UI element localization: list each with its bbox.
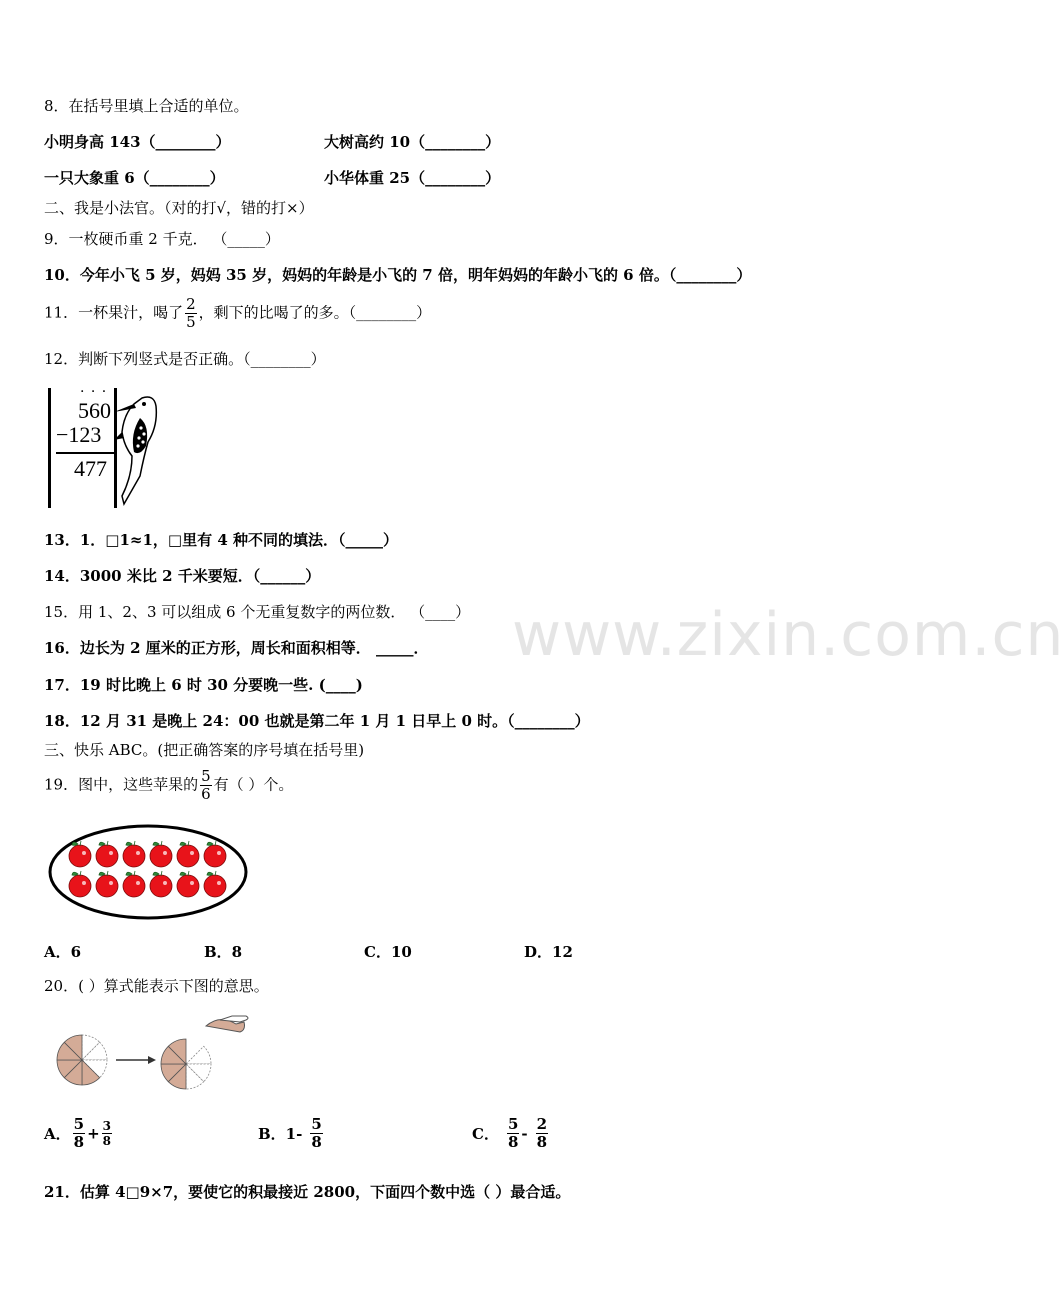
- minuend: 560: [78, 398, 111, 423]
- q19-option-a: A．6: [44, 943, 82, 961]
- q8-item-d: 小华体重 25（________）: [324, 169, 501, 187]
- q19-pre: 19．图中，这些苹果的: [44, 775, 199, 794]
- q19-fraction: $\frac{5}{6}$: [201, 767, 211, 803]
- q18: 18．12 月 31 是晚上 24：00 也就是第二年 1 月 1 日早上 0 时。（________）: [44, 712, 590, 730]
- vertical-calculation-figure: [44, 386, 164, 512]
- q13: 13．1．□1≈1，□里有 4 种不同的填法．（_____）: [44, 531, 398, 549]
- q11-pre: 11．一杯果汁，喝了: [44, 303, 184, 322]
- apples-ellipse: [50, 826, 246, 918]
- q11-post: ，剩下的比喝了的多。（________）: [198, 303, 432, 322]
- q17: 17．19 时比晚上 6 时 30 分要晚一些. (____): [44, 676, 363, 694]
- q19: [44, 768, 293, 803]
- q8-item-a: 小明身高 143（________）: [44, 133, 231, 151]
- hand-icon: [206, 1016, 248, 1032]
- q20-option-c: C． $\frac{5}{8}$ - $\frac{2}{8}$: [472, 1115, 548, 1151]
- q8-title: 8．在括号里填上合适的单位。: [44, 97, 249, 115]
- q19-post: 有（ ）个。: [213, 775, 294, 794]
- pie-before: [57, 1035, 107, 1085]
- q20-option-b: B．1- $\frac{5}{8}$: [258, 1115, 322, 1151]
- q15: 15．用 1、2、3 可以组成 6 个无重复数字的两位数． （____）: [44, 603, 471, 621]
- q9: 9．一枚硬币重 2 千克． （_____）: [44, 230, 280, 248]
- q11: [44, 296, 431, 331]
- result-line: [56, 452, 114, 454]
- arrow-head-icon: [148, 1056, 156, 1064]
- apples-figure: [46, 820, 250, 924]
- q11-fraction: $\frac{2}{5}$: [186, 295, 196, 331]
- q19-option-d: D．12: [524, 943, 573, 961]
- pie-after: [161, 1039, 211, 1089]
- section-2-heading: 二、我是小法官。（对的打√，错的打×）: [44, 199, 314, 217]
- q20-option-a: A． $\frac{5}{8}$ + $\frac{3}{8}$: [44, 1115, 112, 1151]
- difference: 477: [74, 456, 107, 481]
- pie-sector: [186, 1046, 211, 1064]
- q10: 10．今年小飞 5 岁，妈妈 35 岁，妈妈的年龄是小飞的 7 倍，明年妈妈的年龄小飞的 6 倍。（________）: [44, 266, 752, 284]
- q19-option-b: B．8: [204, 943, 243, 961]
- q21: 21．估算 4□9×7，要使它的积最接近 2800，下面四个数中选（ ）最合适。: [44, 1183, 571, 1201]
- watermark: www.zixin.com.cn: [512, 600, 1064, 670]
- subtrahend: −123: [56, 422, 102, 447]
- woodpecker-icon: [114, 386, 158, 510]
- q20: 20．( ）算式能表示下图的意思。: [44, 977, 269, 995]
- q12: 12．判断下列竖式是否正确。（________）: [44, 350, 326, 368]
- section-3-heading: 三、快乐 ABC。(把正确答案的序号填在括号里): [44, 741, 365, 759]
- left-bar: [48, 388, 51, 508]
- pie-figure: [50, 1010, 260, 1090]
- q14: 14．3000 米比 2 千米要短．（______）: [44, 567, 321, 585]
- q19-option-c: C．10: [364, 943, 412, 961]
- q8-item-b: 大树高约 10（________）: [324, 133, 501, 151]
- q8-item-c: 一只大象重 6（________）: [44, 169, 225, 187]
- q16: 16．边长为 2 厘米的正方形，周长和面积相等． _____．: [44, 639, 429, 657]
- carry-dots: · · ·: [80, 384, 108, 400]
